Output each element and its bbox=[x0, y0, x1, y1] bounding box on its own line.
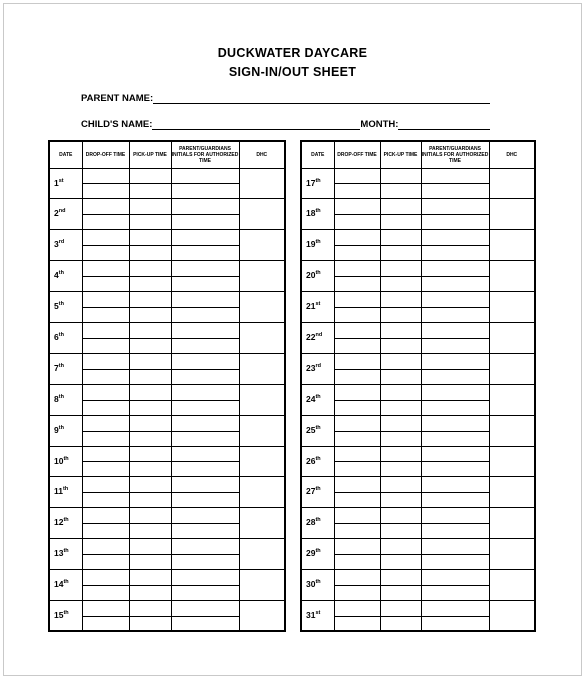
pick-up-cell[interactable] bbox=[380, 600, 421, 631]
dhc-cell[interactable] bbox=[489, 168, 535, 199]
day-suffix: th bbox=[315, 455, 321, 462]
dhc-cell[interactable] bbox=[489, 261, 535, 292]
day-number: 29 bbox=[306, 548, 316, 559]
table-row bbox=[49, 292, 285, 323]
initials-header: PARENT/GUARDIANS INITIALS FOR AUTHORIZED TIME bbox=[171, 141, 239, 168]
parent-name-field[interactable] bbox=[153, 93, 490, 104]
dhc-cell[interactable] bbox=[489, 539, 535, 570]
table-row bbox=[301, 230, 535, 261]
table-row bbox=[301, 384, 535, 415]
day-number: 28 bbox=[306, 517, 316, 528]
initials-cell[interactable] bbox=[171, 570, 239, 601]
pick-up-cell[interactable] bbox=[380, 168, 421, 199]
day-number: 27 bbox=[306, 486, 316, 497]
dhc-cell[interactable] bbox=[239, 230, 285, 261]
dhc-cell[interactable] bbox=[239, 415, 285, 446]
sign-in-table-left bbox=[48, 140, 286, 632]
date-cell bbox=[301, 353, 334, 384]
table-row bbox=[301, 477, 535, 508]
initials-cell[interactable] bbox=[421, 168, 489, 199]
drop-off-cell[interactable] bbox=[82, 446, 129, 477]
date-cell bbox=[49, 415, 82, 446]
day-suffix: th bbox=[315, 548, 321, 555]
dhc-cell[interactable] bbox=[239, 353, 285, 384]
dhc-cell[interactable] bbox=[489, 384, 535, 415]
day-number: 3 bbox=[54, 239, 59, 250]
table-row bbox=[49, 539, 285, 570]
pick-up-cell[interactable] bbox=[380, 508, 421, 539]
drop-off-cell[interactable] bbox=[82, 353, 129, 384]
drop-off-cell[interactable] bbox=[82, 570, 129, 601]
drop-off-cell[interactable] bbox=[82, 539, 129, 570]
day-suffix: nd bbox=[315, 332, 323, 339]
day-number: 7 bbox=[54, 362, 59, 373]
initials-cell[interactable] bbox=[421, 322, 489, 353]
date-cell bbox=[301, 508, 334, 539]
pick-up-header: PICK-UP TIME bbox=[380, 141, 421, 168]
date-header: DATE bbox=[301, 141, 334, 168]
day-number: 11 bbox=[54, 486, 63, 497]
dhc-cell[interactable] bbox=[489, 415, 535, 446]
drop-off-cell[interactable] bbox=[334, 199, 380, 230]
drop-off-cell[interactable] bbox=[334, 168, 380, 199]
initials-cell[interactable] bbox=[421, 261, 489, 292]
drop-off-cell[interactable] bbox=[334, 600, 380, 631]
dhc-cell[interactable] bbox=[489, 477, 535, 508]
drop-off-cell[interactable] bbox=[82, 384, 129, 415]
pick-up-cell[interactable] bbox=[129, 353, 171, 384]
pick-up-cell[interactable] bbox=[129, 230, 171, 261]
pick-up-cell[interactable] bbox=[129, 384, 171, 415]
date-cell bbox=[301, 446, 334, 477]
table-row bbox=[49, 384, 285, 415]
child-name-field[interactable] bbox=[152, 119, 360, 130]
dhc-cell[interactable] bbox=[489, 600, 535, 631]
drop-off-cell[interactable] bbox=[82, 292, 129, 323]
pick-up-cell[interactable] bbox=[129, 570, 171, 601]
drop-off-cell[interactable] bbox=[82, 261, 129, 292]
pick-up-cell[interactable] bbox=[129, 600, 171, 631]
table-row bbox=[301, 570, 535, 601]
drop-off-cell[interactable] bbox=[82, 508, 129, 539]
table-row bbox=[301, 322, 535, 353]
table-row bbox=[301, 292, 535, 323]
date-cell bbox=[301, 168, 334, 199]
pick-up-cell[interactable] bbox=[380, 384, 421, 415]
drop-off-cell[interactable] bbox=[334, 230, 380, 261]
dhc-cell[interactable] bbox=[239, 508, 285, 539]
date-cell bbox=[49, 261, 82, 292]
date-cell bbox=[49, 384, 82, 415]
dhc-cell[interactable] bbox=[239, 322, 285, 353]
table-row bbox=[49, 230, 285, 261]
date-cell bbox=[301, 292, 334, 323]
date-header: DATE bbox=[49, 141, 82, 168]
table-row bbox=[49, 570, 285, 601]
pick-up-cell[interactable] bbox=[129, 199, 171, 230]
child-name-label: CHILD'S NAME: bbox=[81, 119, 153, 130]
date-cell bbox=[49, 508, 82, 539]
day-suffix: rd bbox=[58, 239, 65, 246]
day-suffix: th bbox=[63, 517, 69, 524]
date-cell bbox=[49, 570, 82, 601]
date-cell bbox=[49, 292, 82, 323]
day-suffix: th bbox=[315, 424, 321, 431]
day-suffix: rd bbox=[315, 363, 321, 370]
day-suffix: th bbox=[63, 455, 69, 462]
table-row bbox=[301, 415, 535, 446]
drop-off-cell[interactable] bbox=[334, 570, 380, 601]
drop-off-cell[interactable] bbox=[334, 446, 380, 477]
table-row bbox=[301, 539, 535, 570]
date-cell bbox=[301, 199, 334, 230]
table-row bbox=[49, 199, 285, 230]
date-cell bbox=[301, 477, 334, 508]
dhc-cell[interactable] bbox=[489, 570, 535, 601]
day-number: 24 bbox=[306, 393, 316, 404]
day-suffix: th bbox=[63, 548, 69, 555]
dhc-cell[interactable] bbox=[239, 292, 285, 323]
pick-up-cell[interactable] bbox=[129, 539, 171, 570]
date-cell bbox=[49, 446, 82, 477]
day-suffix: th bbox=[63, 486, 69, 493]
drop-off-cell[interactable] bbox=[334, 477, 380, 508]
initials-cell[interactable] bbox=[171, 539, 239, 570]
day-suffix: th bbox=[58, 424, 64, 431]
day-number: 18 bbox=[306, 208, 316, 219]
initials-cell[interactable] bbox=[421, 600, 489, 631]
initials-cell[interactable] bbox=[171, 322, 239, 353]
day-suffix: th bbox=[315, 486, 321, 493]
initials-cell[interactable] bbox=[171, 292, 239, 323]
child-name-row bbox=[81, 119, 490, 130]
table-row bbox=[49, 600, 285, 631]
date-cell bbox=[301, 600, 334, 631]
date-cell bbox=[49, 322, 82, 353]
day-suffix: th bbox=[63, 610, 69, 617]
page-title: DUCKWATER DAYCARE bbox=[217, 46, 368, 60]
pick-up-cell[interactable] bbox=[129, 168, 171, 199]
initials-cell[interactable] bbox=[171, 261, 239, 292]
initials-cell[interactable] bbox=[421, 570, 489, 601]
table-row bbox=[49, 322, 285, 353]
dhc-cell[interactable] bbox=[489, 322, 535, 353]
date-cell bbox=[301, 322, 334, 353]
day-suffix: th bbox=[315, 270, 321, 277]
pick-up-cell[interactable] bbox=[129, 261, 171, 292]
day-number: 14 bbox=[54, 579, 64, 590]
table-row bbox=[49, 446, 285, 477]
day-number: 17 bbox=[306, 177, 316, 188]
parent-name-row bbox=[81, 93, 490, 104]
drop-off-cell[interactable] bbox=[334, 261, 380, 292]
day-suffix: th bbox=[58, 393, 64, 400]
day-number: 10 bbox=[54, 455, 64, 466]
day-number: 20 bbox=[306, 270, 316, 281]
date-cell bbox=[49, 539, 82, 570]
dhc-cell[interactable] bbox=[489, 199, 535, 230]
initials-cell[interactable] bbox=[421, 446, 489, 477]
page-subtitle: SIGN-IN/OUT SHEET bbox=[228, 65, 357, 79]
table-row bbox=[49, 477, 285, 508]
table-row bbox=[301, 600, 535, 631]
date-cell bbox=[49, 477, 82, 508]
initials-header: PARENT/GUARDIANS INITIALS FOR AUTHORIZED TIME bbox=[421, 141, 489, 168]
date-cell bbox=[301, 539, 334, 570]
date-cell bbox=[49, 353, 82, 384]
table-header-row bbox=[49, 141, 285, 168]
day-number: 15 bbox=[54, 609, 64, 620]
dhc-cell[interactable] bbox=[239, 384, 285, 415]
day-suffix: th bbox=[315, 517, 321, 524]
initials-cell[interactable] bbox=[421, 539, 489, 570]
initials-cell[interactable] bbox=[421, 199, 489, 230]
dhc-header: DHC bbox=[239, 141, 285, 168]
day-number: 6 bbox=[54, 331, 59, 342]
drop-off-header: DROP-OFF TIME bbox=[334, 141, 380, 168]
day-number: 2 bbox=[54, 208, 59, 219]
day-number: 26 bbox=[306, 455, 316, 466]
drop-off-cell[interactable] bbox=[82, 230, 129, 261]
drop-off-cell[interactable] bbox=[334, 353, 380, 384]
pick-up-cell[interactable] bbox=[380, 292, 421, 323]
day-suffix: th bbox=[58, 270, 64, 277]
dhc-cell[interactable] bbox=[239, 570, 285, 601]
dhc-cell[interactable] bbox=[239, 168, 285, 199]
initials-cell[interactable] bbox=[171, 384, 239, 415]
drop-off-cell[interactable] bbox=[82, 600, 129, 631]
day-suffix: st bbox=[315, 610, 321, 617]
pick-up-cell[interactable] bbox=[380, 570, 421, 601]
pick-up-cell[interactable] bbox=[380, 446, 421, 477]
day-suffix: th bbox=[58, 301, 64, 308]
day-suffix: st bbox=[315, 301, 321, 308]
drop-off-cell[interactable] bbox=[82, 415, 129, 446]
day-suffix: th bbox=[315, 208, 321, 215]
table-row bbox=[49, 508, 285, 539]
table-row bbox=[301, 446, 535, 477]
initials-cell[interactable] bbox=[421, 415, 489, 446]
pick-up-cell[interactable] bbox=[380, 199, 421, 230]
pick-up-cell[interactable] bbox=[380, 539, 421, 570]
pick-up-cell[interactable] bbox=[380, 353, 421, 384]
day-suffix: th bbox=[315, 393, 321, 400]
dhc-cell[interactable] bbox=[239, 446, 285, 477]
initials-cell[interactable] bbox=[171, 600, 239, 631]
drop-off-cell[interactable] bbox=[334, 292, 380, 323]
drop-off-cell[interactable] bbox=[334, 322, 380, 353]
date-cell bbox=[301, 384, 334, 415]
table-row bbox=[49, 353, 285, 384]
table-header-row bbox=[301, 141, 535, 168]
initials-cell[interactable] bbox=[171, 415, 239, 446]
drop-off-cell[interactable] bbox=[334, 539, 380, 570]
day-number: 5 bbox=[54, 301, 59, 312]
day-suffix: nd bbox=[58, 208, 66, 215]
initials-cell[interactable] bbox=[421, 477, 489, 508]
pick-up-cell[interactable] bbox=[129, 477, 171, 508]
date-cell bbox=[301, 570, 334, 601]
table-row bbox=[49, 261, 285, 292]
pick-up-cell[interactable] bbox=[129, 415, 171, 446]
month-label: MONTH: bbox=[360, 119, 399, 130]
initials-cell[interactable] bbox=[171, 353, 239, 384]
date-cell bbox=[301, 261, 334, 292]
table-row bbox=[301, 261, 535, 292]
date-cell bbox=[49, 199, 82, 230]
dhc-header: DHC bbox=[489, 141, 535, 168]
dhc-cell[interactable] bbox=[489, 292, 535, 323]
sign-in-table-right bbox=[300, 140, 536, 632]
day-number: 8 bbox=[54, 393, 59, 404]
date-cell bbox=[49, 230, 82, 261]
initials-cell[interactable] bbox=[171, 446, 239, 477]
initials-cell[interactable] bbox=[421, 353, 489, 384]
date-cell bbox=[301, 415, 334, 446]
dhc-cell[interactable] bbox=[489, 353, 535, 384]
date-cell bbox=[301, 230, 334, 261]
pick-up-cell[interactable] bbox=[380, 415, 421, 446]
initials-cell[interactable] bbox=[421, 230, 489, 261]
day-number: 22 bbox=[306, 331, 316, 342]
table-row bbox=[49, 168, 285, 199]
day-suffix: th bbox=[315, 579, 321, 586]
drop-off-cell[interactable] bbox=[334, 508, 380, 539]
drop-off-header: DROP-OFF TIME bbox=[82, 141, 129, 168]
day-number: 9 bbox=[54, 424, 59, 435]
pick-up-cell[interactable] bbox=[380, 322, 421, 353]
month-field[interactable] bbox=[398, 119, 490, 130]
initials-cell[interactable] bbox=[421, 384, 489, 415]
day-number: 30 bbox=[306, 579, 316, 590]
day-number: 31 bbox=[306, 609, 316, 620]
day-suffix: th bbox=[58, 332, 64, 339]
drop-off-cell[interactable] bbox=[82, 477, 129, 508]
day-suffix: th bbox=[63, 579, 69, 586]
drop-off-cell[interactable] bbox=[334, 415, 380, 446]
day-suffix: th bbox=[315, 177, 321, 184]
dhc-cell[interactable] bbox=[489, 508, 535, 539]
day-number: 1 bbox=[54, 177, 59, 188]
initials-cell[interactable] bbox=[421, 292, 489, 323]
pick-up-cell[interactable] bbox=[380, 261, 421, 292]
drop-off-cell[interactable] bbox=[82, 168, 129, 199]
day-suffix: th bbox=[315, 239, 321, 246]
table-row bbox=[49, 415, 285, 446]
dhc-cell[interactable] bbox=[239, 539, 285, 570]
dhc-cell[interactable] bbox=[239, 600, 285, 631]
day-number: 13 bbox=[54, 548, 64, 559]
table-row bbox=[301, 353, 535, 384]
dhc-cell[interactable] bbox=[239, 477, 285, 508]
pick-up-cell[interactable] bbox=[129, 508, 171, 539]
day-number: 25 bbox=[306, 424, 316, 435]
pick-up-cell[interactable] bbox=[129, 292, 171, 323]
drop-off-cell[interactable] bbox=[82, 199, 129, 230]
pick-up-header: PICK-UP TIME bbox=[129, 141, 171, 168]
drop-off-cell[interactable] bbox=[334, 384, 380, 415]
day-number: 21 bbox=[306, 301, 316, 312]
day-suffix: st bbox=[58, 177, 64, 184]
dhc-cell[interactable] bbox=[239, 199, 285, 230]
day-number: 4 bbox=[54, 270, 59, 281]
dhc-cell[interactable] bbox=[489, 446, 535, 477]
table-row bbox=[301, 168, 535, 199]
day-suffix: th bbox=[58, 363, 64, 370]
initials-cell[interactable] bbox=[171, 199, 239, 230]
pick-up-cell[interactable] bbox=[129, 446, 171, 477]
table-row bbox=[301, 508, 535, 539]
initials-cell[interactable] bbox=[171, 230, 239, 261]
day-number: 12 bbox=[54, 517, 64, 528]
drop-off-cell[interactable] bbox=[82, 322, 129, 353]
dhc-cell[interactable] bbox=[489, 230, 535, 261]
initials-cell[interactable] bbox=[171, 168, 239, 199]
initials-cell[interactable] bbox=[421, 508, 489, 539]
date-cell bbox=[49, 168, 82, 199]
pick-up-cell[interactable] bbox=[380, 477, 421, 508]
dhc-cell[interactable] bbox=[239, 261, 285, 292]
initials-cell[interactable] bbox=[171, 508, 239, 539]
pick-up-cell[interactable] bbox=[380, 230, 421, 261]
day-number: 23 bbox=[306, 362, 316, 373]
day-number: 19 bbox=[306, 239, 316, 250]
parent-name-label: PARENT NAME: bbox=[81, 93, 154, 104]
pick-up-cell[interactable] bbox=[129, 322, 171, 353]
initials-cell[interactable] bbox=[171, 477, 239, 508]
date-cell bbox=[49, 600, 82, 631]
table-row bbox=[301, 199, 535, 230]
